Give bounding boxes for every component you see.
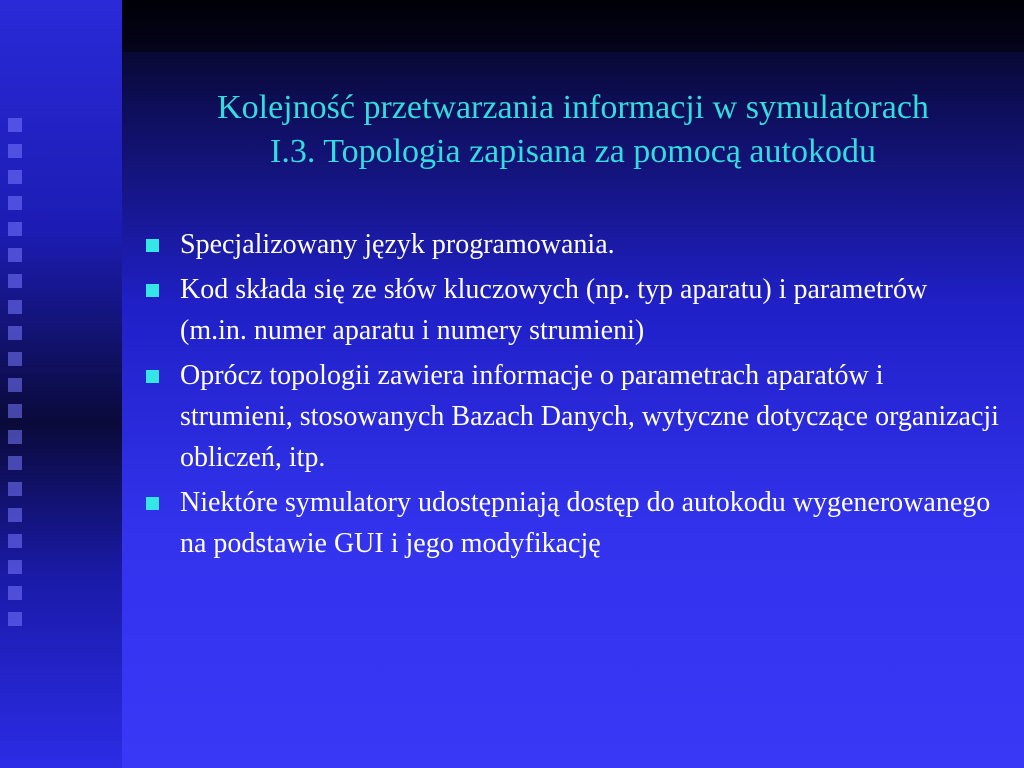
decor-square — [8, 482, 22, 496]
bullet-item — [140, 269, 1000, 351]
square-bullet-icon — [146, 497, 159, 510]
decor-square-column — [8, 118, 30, 638]
decor-square — [8, 586, 22, 600]
decor-square — [8, 352, 22, 366]
decor-square — [8, 196, 22, 210]
bullet-item — [140, 355, 1000, 478]
slide-title-line-2: I.3. Topologia zapisana za pomocą autokodu — [270, 133, 876, 170]
bullet-text: Kod składa się ze słów kluczowych (np. typ aparatu) i parametrów (m.in. numer aparatu i numery strumieni) — [180, 274, 928, 346]
decor-square — [8, 456, 22, 470]
decor-square — [8, 274, 22, 288]
decor-square — [8, 560, 22, 574]
decor-square — [8, 118, 22, 132]
decor-square — [8, 430, 22, 444]
decor-square — [8, 612, 22, 626]
bullet-item — [140, 482, 1000, 564]
left-decor-band — [0, 0, 122, 768]
slide-title — [122, 86, 1024, 174]
bullet-list — [140, 224, 1000, 568]
bullet-text: Oprócz topologii zawiera informacje o parametrach aparatów i strumieni, stosowanych Bazach Danych, wytyczne dotyczące organizacji obliczeń, itp. — [180, 360, 999, 473]
decor-square — [8, 144, 22, 158]
top-decor-band — [122, 0, 1024, 52]
decor-square — [8, 534, 22, 548]
slide-title-line-1: Kolejność przetwarzania informacji w symulatorach — [217, 89, 929, 126]
square-bullet-icon — [146, 284, 159, 297]
decor-square — [8, 300, 22, 314]
decor-square — [8, 378, 22, 392]
bullet-text: Niektóre symulatory udostępniają dostęp do autokodu wygenerowanego na podstawie GUI i jego modyfikację — [180, 487, 991, 559]
decor-square — [8, 326, 22, 340]
decor-square — [8, 404, 22, 418]
bullet-item — [140, 224, 1000, 265]
bullet-text: Specjalizowany język programowania. — [180, 229, 615, 260]
decor-square — [8, 248, 22, 262]
square-bullet-icon — [146, 239, 159, 252]
decor-square — [8, 170, 22, 184]
decor-square — [8, 222, 22, 236]
square-bullet-icon — [146, 370, 159, 383]
decor-square — [8, 508, 22, 522]
